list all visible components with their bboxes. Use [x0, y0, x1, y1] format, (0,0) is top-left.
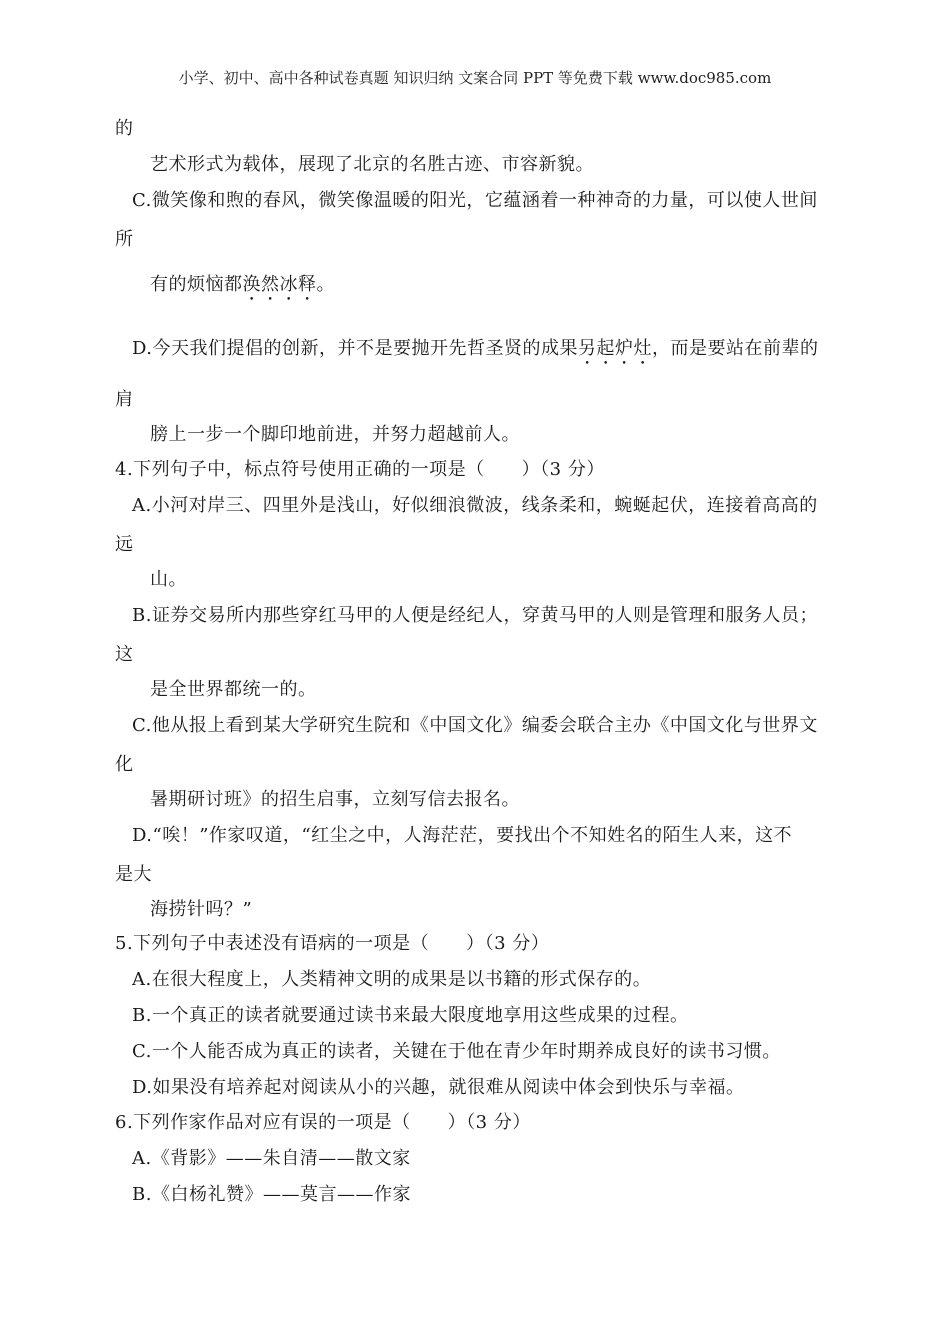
q3-option-d-text-before: D.今天我们提倡的创新，并不是要抛开先哲圣贤的成果 — [132, 338, 579, 359]
q3-option-c-line2: 所 — [115, 229, 134, 250]
q4-option-a-line1: A.小河对岸三、四里外是浅山，好似细浪微波，线条柔和，蜿蜒起伏，连接着高高的 — [132, 495, 818, 516]
q6-stem: 6.下列作家作品对应有误的一项是（ ）（3 分） — [115, 1112, 531, 1133]
q3-option-c-line1: C.微笑像和煦的春风，微笑像温暖的阳光，它蕴涵着一种神奇的力量，可以使人世间 — [132, 190, 818, 211]
q4-stem: 4.下列句子中，标点符号使用正确的一项是（ ）（3 分） — [115, 459, 605, 480]
q3-option-b-tail-1: 的 — [115, 118, 134, 139]
q4-option-b-line3: 是全世界都统一的。 — [150, 679, 317, 700]
q4-option-c-line2: 化 — [115, 754, 134, 775]
q3-option-d-emphasized-idiom: 另起炉灶 — [578, 338, 653, 359]
q5-stem: 5.下列句子中表述没有语病的一项是（ ）（3 分） — [115, 933, 550, 954]
q4-option-d-line2: 是大 — [115, 864, 152, 885]
q5-option-a: A.在很大程度上，人类精神文明的成果是以书籍的形式保存的。 — [132, 969, 652, 990]
q4-option-a-line2: 远 — [115, 534, 134, 555]
q5-option-c: C.一个人能否成为真正的读者，关键在于他在青少年时期养成良好的读书习惯。 — [132, 1041, 781, 1062]
q5-option-b: B.一个真正的读者就要通过读书来最大限度地享用这些成果的过程。 — [132, 1005, 689, 1026]
q5-option-d: D.如果没有培养起对阅读从小的兴趣，就很难从阅读中体会到快乐与幸福。 — [132, 1077, 745, 1098]
q4-option-b-line2: 这 — [115, 644, 134, 665]
q3-option-d-text-after: ，而是要站在前辈的 — [652, 338, 819, 359]
q4-option-a-line3: 山。 — [150, 569, 187, 590]
q4-option-d-line1: D.“唉！”作家叹道，“红尘之中，人海茫茫，要找出个不知姓名的陌生人来，这不 — [132, 825, 793, 846]
q4-option-b-line1: B.证券交易所内那些穿红马甲的人便是经纪人，穿黄马甲的人则是管理和服务人员； — [132, 605, 818, 626]
q3-option-b-tail-2: 艺术形式为载体，展现了北京的名胜古迹、市容新貌。 — [150, 154, 594, 175]
page-header-banner: 小学、初中、高中各种试卷真题 知识归纳 文案合同 PPT 等免费下载 www.doc985.com — [178, 69, 772, 87]
q3-option-c-text-after: 。 — [316, 274, 335, 295]
q6-option-b: B.《白杨礼赞》——莫言——作家 — [132, 1184, 411, 1205]
q3-option-c-line3 — [150, 273, 335, 305]
q6-option-a: A.《背影》——朱自清——散文家 — [132, 1148, 411, 1169]
q3-option-d-line3: 膀上一步一个脚印地前进，并努力超越前人。 — [150, 424, 520, 445]
q4-option-c-line3: 暑期研讨班》的招生启事，立刻写信去报名。 — [150, 789, 520, 810]
q4-option-c-line1: C.他从报上看到某大学研究生院和《中国文化》编委会联合主办《中国文化与世界文 — [132, 715, 818, 736]
q4-option-d-line3: 海捞针吗？” — [150, 899, 253, 920]
q3-option-c-text-before: 有的烦恼都 — [150, 274, 243, 295]
q3-option-c-emphasized-idiom: 涣然冰释 — [242, 274, 317, 295]
q3-option-d-line2: 肩 — [115, 389, 134, 410]
q3-option-d-line1 — [132, 337, 819, 369]
